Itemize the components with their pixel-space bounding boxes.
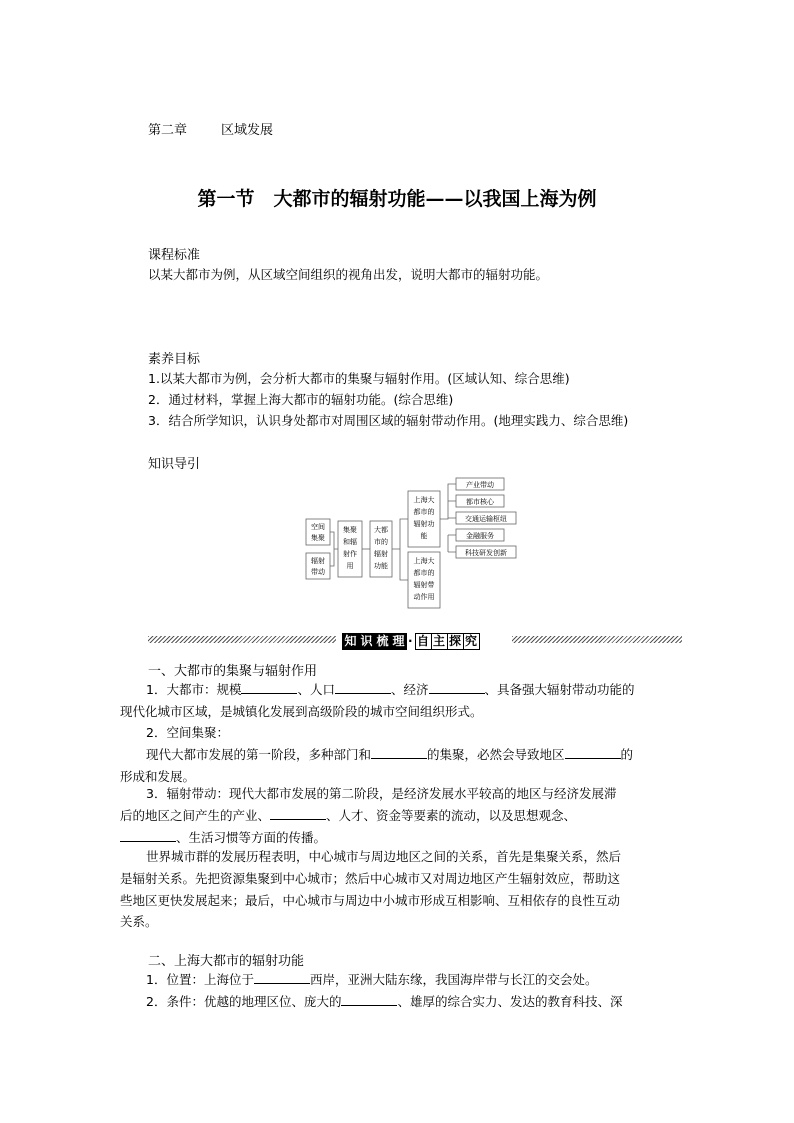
chapter-number: 第二章 — [148, 123, 188, 138]
box-b-line-2: 带动 — [311, 568, 325, 576]
box-d-line-1: 大都 — [374, 526, 388, 534]
fill-blank — [270, 807, 326, 820]
guide-heading: 知识导引 — [148, 457, 201, 472]
box-e-line-2: 都市的 — [413, 508, 435, 516]
box-a-line-1: 空间 — [311, 523, 325, 531]
leaf-text-5: 科技研发创新 — [465, 549, 507, 557]
banner-separator: · — [408, 634, 413, 648]
banner-char: 梳 — [374, 633, 391, 650]
box-f-line-3: 辐射带 — [413, 581, 435, 589]
box-c-line-2: 和辐 — [343, 538, 357, 546]
box-c-line-4: 用 — [346, 562, 354, 570]
fill-blank — [241, 681, 297, 694]
goal-item-3: 3．结合所学知识，认识身处都市对周围区域的辐射带动作用。(地理实践力、综合思维) — [148, 413, 629, 428]
section2-item-1: 1．位置：上海位于 西岸，亚洲大陆东缘，我国海岸带与长江的交会处。 — [146, 972, 598, 987]
box-b-line-1: 辐射 — [311, 557, 325, 565]
fill-blank — [429, 681, 485, 694]
banner-char: 识 — [358, 633, 375, 650]
box-c-line-1: 集聚 — [343, 526, 357, 534]
section1-reading: 世界城市群的发展历程表明，中心城市与周边地区之间的关系，首先是集聚关系，然后 是辐射关系。先把资源集聚到中心城市；然后中心城市又对周边地区产生辐射效应，帮助这 些地区更快发展起来；最后，中心城市与周边中小城市形成互相影响、互相依存的良性互动 关系。 — [120, 849, 622, 930]
banner-rule-right — [512, 636, 682, 643]
section1-item-3: 3．辐射带动：现代大都市发展的第二阶段，是经济发展水平较高的地区与经济发展滞 后的地区之间产生的产业、 、人才、资金等要素的流动，以及思想观念、 、生活习惯等方面的传播。 — [120, 786, 617, 845]
section2-heading: 二、上海大都市的辐射功能 — [148, 954, 305, 969]
box-d-line-4: 功能 — [374, 562, 388, 570]
box-f-line-1: 上海大 — [413, 557, 435, 565]
goal-item-1: 1.以某大都市为例，会分析大都市的集聚与辐射作用。(区域认知、综合思维) — [148, 371, 570, 386]
standard-heading: 课程标准 — [148, 248, 201, 263]
fill-blank — [371, 746, 427, 759]
fill-blank — [335, 681, 391, 694]
fill-blank — [120, 829, 176, 842]
banner-char: 知 — [342, 633, 359, 650]
section1-item-2: 2．空间集聚： 现代大都市发展的第一阶段，多种部门和 的集聚，必然会导致地区 的 形成和发展。 — [120, 725, 634, 784]
leaf-text-2: 都市核心 — [466, 498, 494, 506]
box-f-line-4: 动作用 — [413, 593, 435, 601]
box-f-line-2: 都市的 — [413, 569, 435, 577]
fill-blank — [565, 746, 621, 759]
box-d-line-2: 市的 — [374, 538, 388, 546]
box-e-line-4: 能 — [420, 532, 428, 540]
box-c-line-3: 射作 — [343, 550, 357, 558]
banner-char: 探 — [447, 633, 464, 650]
banner-char: 究 — [463, 633, 480, 650]
chapter-heading — [148, 119, 273, 138]
goals-heading: 素养目标 — [148, 352, 201, 367]
box-a-line-2: 集聚 — [311, 534, 325, 542]
fill-blank — [254, 971, 310, 984]
section1-heading: 一、大都市的集聚与辐射作用 — [148, 664, 318, 679]
fill-blank — [341, 993, 397, 1006]
leaf-text-1: 产业带动 — [466, 481, 494, 489]
banner-rule-left — [148, 636, 336, 643]
goal-item-2: 2．通过材料，掌握上海大都市的辐射功能。(综合思维) — [148, 392, 454, 407]
box-d-line-3: 辐射 — [374, 550, 388, 558]
page-title: 第一节 大都市的辐射功能——以我国上海为例 — [197, 188, 597, 210]
section1-item-1: 1．大都市：规模 、人口 、经济 、具备强大辐射带动功能的 现代化城市区域，是城镇化发展到高级阶段的城市空间组织形式。 — [120, 682, 635, 719]
section-banner — [342, 633, 479, 649]
box-e-line-1: 上海大 — [413, 496, 435, 504]
banner-char: 理 — [390, 633, 407, 650]
leaf-text-3: 交通运输枢纽 — [465, 515, 507, 523]
leaf-text-4: 金融服务 — [466, 532, 494, 540]
box-e-line-3: 辐射功 — [413, 520, 435, 528]
chapter-name: 区域发展 — [221, 123, 274, 138]
knowledge-guide-diagram — [300, 475, 530, 610]
banner-char: 主 — [431, 633, 448, 650]
banner-char: 自 — [415, 633, 432, 650]
section2-item-2: 2．条件：优越的地理区位、庞大的 、雄厚的综合实力、发达的教育科技、深 — [146, 994, 623, 1009]
standard-text: 以某大都市为例，从区域空间组织的视角出发，说明大都市的辐射功能。 — [148, 267, 549, 282]
